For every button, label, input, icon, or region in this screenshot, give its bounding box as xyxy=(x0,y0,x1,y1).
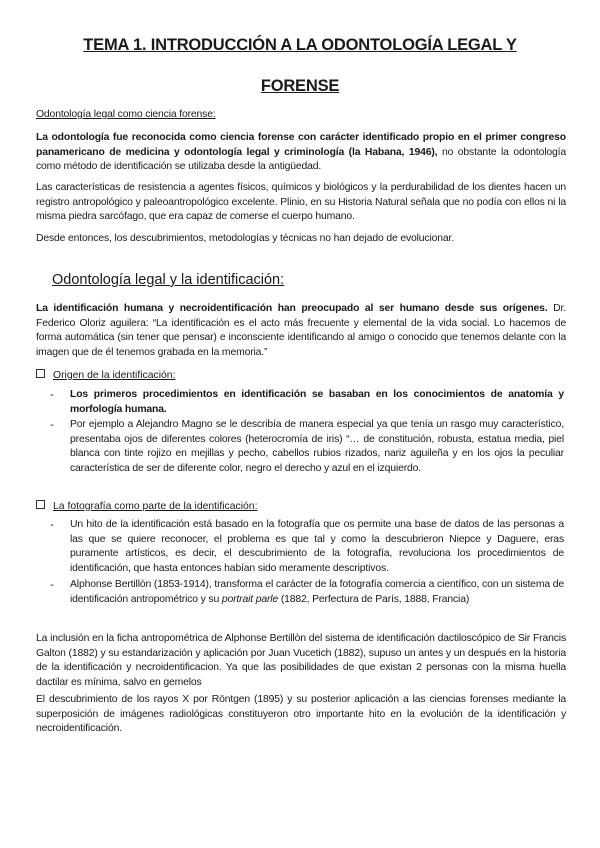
paragraph-bertillon: La inclusión en la ficha antropométrica de Alphonse Bertillòn del sistema de identificación dactiloscópico de Sir Francis Galton (1882) y su estandarización y aplicación por Juan Vucetich (1882), supuso un antes y un después en la historia de la identificación y necroidentificacion. Ya que las posibilidades de que existan 2 personas con la misma huella dactilar es mínima, salvo en gemelos xyxy=(36,633,566,688)
paragraph-bold-text: La odontología fue reconocida como ciencia forense con carácter identificado propio en el primer congreso panamericano de medicina y odontología legal y criminología (la Habana, 1946), xyxy=(36,132,566,158)
list-item: Un hito de la identificación está basado en la fotografía que os permite una base de datos de las personas a las que se quiere reconocer, el problema es que tal y como la descubrieron Niepce y Daguere, eras puramente artísticos, es decir, el descubrimiento de la fotografía, revoluciona los procedimientos de identificación, que hasta entonces habían sido meramente descriptivos. xyxy=(70,519,564,574)
dash-bullet-icon: - xyxy=(50,519,54,531)
paragraph-text: Dr. Federico Oloriz aguilera: “La identificación es el acto más frecuente y elemental de la vida social. Lo hacemos de forma automática (sin tener que pensar) e inconsciente identificando al amigo o conocido que tenemos delante con la imagen que de él tenemos grabada en la memoria.” xyxy=(36,303,566,358)
paragraph-rayos-x: El descubrimiento de los rayos X por Röntgen (1895) y su posterior aplicación a las ciencias forenses mediante la superposición de imágenes radiológicas constituyeron otro importante hito en la evolución de la identificación y necroidentificación. xyxy=(36,694,566,735)
dash-bullet-icon: - xyxy=(50,579,54,591)
checkbox-bullet-icon xyxy=(36,500,45,509)
section-heading-forense: Odontología legal como ciencia forense: xyxy=(36,109,216,120)
list-item: Por ejemplo a Alejandro Magno se le describía de manera especial ya que tenía un rasgo muy característico, presentaba ojos de diferentes colores (heterocromía de iris) “… de constitución, robusta, estatua media, piel blanca con tinte rojizo en mejillas y pecho, cabellos rubios rizados, nariz aguileña y en los ojos la peculiar característica de ser de diferente color, negro el derecho y azul en el izquierdo. xyxy=(70,419,564,474)
subheading-origen xyxy=(36,369,175,381)
paragraph-caracteristicas: Las características de resistencia a agentes físicos, químicos y biológicos y la perdurabilidad de los dientes hacen un registro antropológico y paleoantropológico excelente. Plinio, en su Historia Natural señala que no podía con ellos ni la misma piedra sarcófago, que era capaz de comerse el cuerpo humano. xyxy=(36,182,566,223)
paragraph-desde-entonces: Desde entonces, los descubrimientos, metodologías y técnicas no han dejado de evolucionar. xyxy=(36,233,454,244)
dash-bullet-icon: - xyxy=(50,419,54,431)
section-heading-identificacion: Odontología legal y la identificación: xyxy=(52,272,285,288)
list-item xyxy=(70,578,564,607)
paragraph-reconocida xyxy=(36,131,566,175)
checkbox-bullet-icon xyxy=(36,369,45,378)
paragraph-text: no obstante la odontología como método de identificación se utilizaba desde la antigüedad. xyxy=(36,146,566,173)
subheading-label: Origen de la identificación: xyxy=(53,370,176,381)
dash-bullet-icon: - xyxy=(50,389,54,401)
list-item: Los primeros procedimientos en identificación se basaban en los conocimientos de anatomía y morfología humana. xyxy=(70,389,564,415)
list-item-text: (1882, Perfectura de París, 1888, Francia) xyxy=(278,593,470,605)
paragraph-bold-text: La identificación humana y necroidentificación han preocupado al ser humano desde sus orígenes. xyxy=(36,303,548,314)
paragraph-identificacion-humana xyxy=(36,302,566,360)
subheading-label: La fotografía como parte de la identificación: xyxy=(53,501,258,512)
list-item-text: Alphonse Bertillòn (1853-1914), transforma el carácter de la fotografía comercia a científico, con un sistema de identificación antropométrico y su xyxy=(70,579,564,605)
document-title-line-1: TEMA 1. INTRODUCCIÓN A LA ODONTOLOGÍA LEGAL Y xyxy=(83,36,517,54)
list-item-italic-text: portrait parle xyxy=(221,593,279,605)
subheading-fotografia xyxy=(36,500,257,512)
document-title-line-2: FORENSE xyxy=(260,77,340,95)
